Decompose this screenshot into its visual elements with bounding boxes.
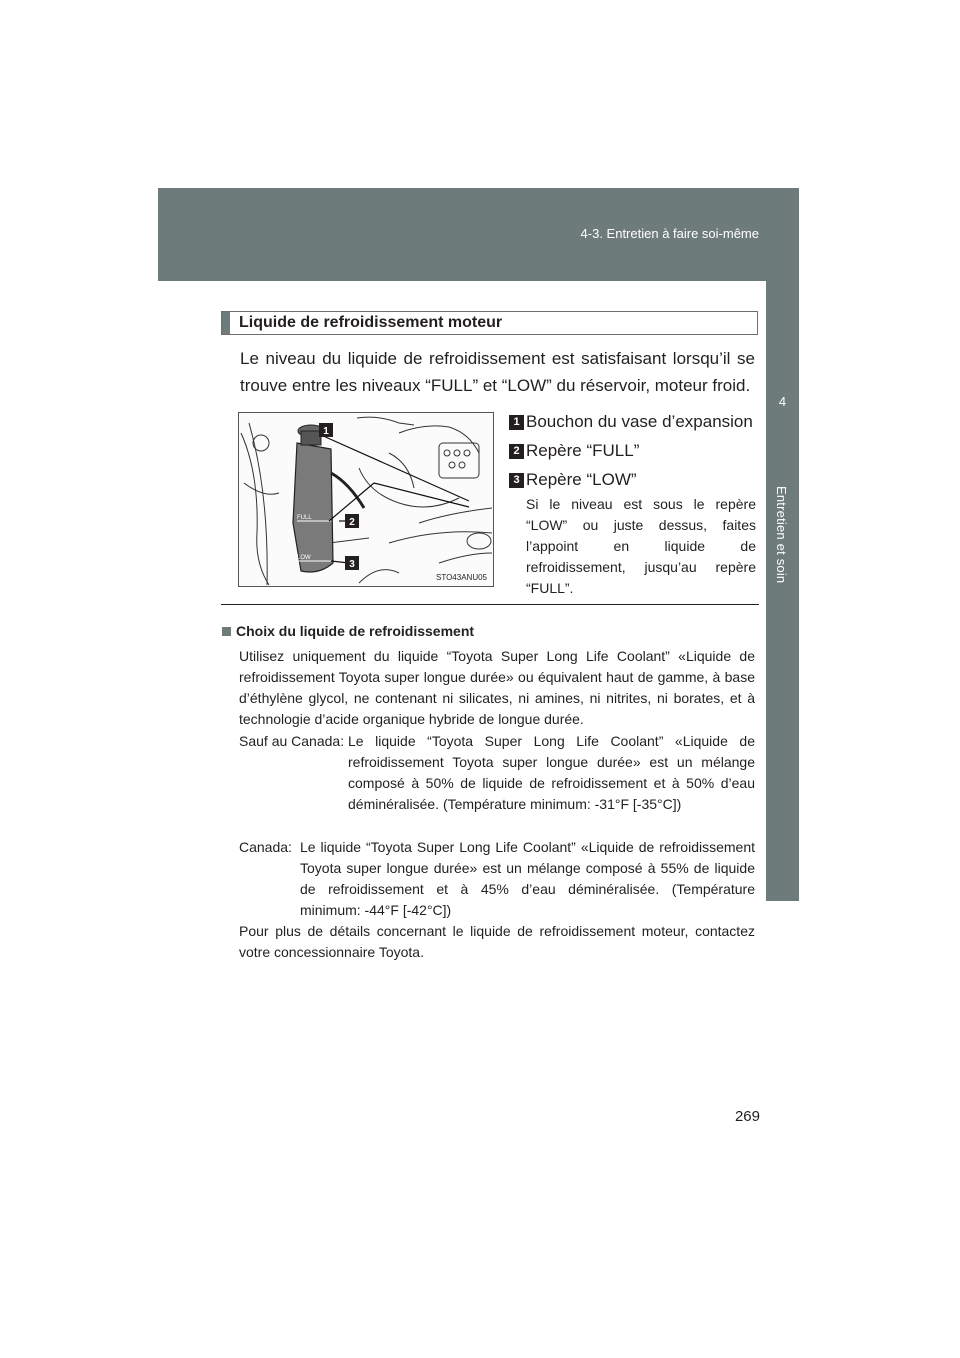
callout-item-2 xyxy=(509,437,757,465)
coolant-choice-title: Choix du liquide de refroidissement xyxy=(236,623,475,639)
heading-square-icon xyxy=(222,627,231,636)
section-heading xyxy=(221,311,758,335)
chapter-number: 4 xyxy=(778,394,787,409)
divider xyxy=(221,604,759,605)
heading-accent-bar xyxy=(222,312,230,334)
except-canada-label: Sauf au Canada: xyxy=(239,733,345,749)
low-mark-label: LOW xyxy=(297,555,311,561)
callout-item-3 xyxy=(509,466,757,494)
callout-legend xyxy=(509,408,757,494)
callout-marker-2-number: 2 xyxy=(349,517,355,528)
callout-label-3: Repère “LOW” xyxy=(526,470,637,489)
canada-row xyxy=(239,837,755,921)
coolant-reservoir-illustration xyxy=(238,412,494,587)
figure-code: STO43ANU05 xyxy=(436,573,487,582)
callout-badge-3: 3 xyxy=(509,473,524,488)
except-canada-row xyxy=(239,731,755,815)
callout-badge-1: 1 xyxy=(509,415,524,430)
header-band xyxy=(158,188,799,281)
callout-marker-1-number: 1 xyxy=(323,426,329,437)
callout-item-1 xyxy=(509,408,757,436)
except-canada-text: Le liquide “Toyota Super Long Life Coolant” «Liquide de refroidissement Toyota super longue durée» est un mélange composé à 50% de liquide de refroidissement et à 50% d’eau déminéralisée. (Température minimum: -31°F [-35°C]) xyxy=(348,733,755,812)
page-number: 269 xyxy=(734,1108,760,1125)
chapter-title: Entretien et soin xyxy=(774,486,789,584)
refill-note: Si le niveau est sous le repère “LOW” ou juste dessus, faites l’appoint en liquide de refroidissement, jusqu’au repère “FULL”. xyxy=(526,496,756,596)
chapter-side-tab[interactable] xyxy=(766,281,799,901)
callout-label-2: Repère “FULL” xyxy=(526,441,640,460)
engine-bay-drawing xyxy=(239,413,493,586)
callout-marker-3-number: 3 xyxy=(349,559,355,570)
callout-label-1: Bouchon du vase d’expansion xyxy=(526,412,753,431)
callout-badge-2: 2 xyxy=(509,444,524,459)
closing-paragraph: Pour plus de détails concernant le liquide de refroidissement moteur, contactez votre concessionnaire Toyota. xyxy=(239,923,755,960)
coolant-choice-heading xyxy=(222,623,474,639)
canada-text: Le liquide “Toyota Super Long Life Coolant” «Liquide de refroidissement Toyota super longue durée» est un mélange composé à 55% de liquide de refroidissement et à 45% d’eau déminéralisée. (Température minimum: -44°F [-42°C]) xyxy=(300,839,755,918)
full-mark-label: FULL xyxy=(297,515,312,521)
section-title: Liquide de refroidissement moteur xyxy=(239,314,503,331)
section-breadcrumb: 4-3. Entretien à faire soi-même xyxy=(580,226,759,241)
coolant-choice-paragraph: Utilisez uniquement du liquide “Toyota Super Long Life Coolant” «Liquide de refroidissement Toyota super longue durée» ou équivalent haut de gamme, à base d’éthylène glycol, ne contenant ni silicates, ni amines, ni nitrites, ni borates, et à technologie d’acide organique hybride de longue durée. xyxy=(239,648,755,727)
intro-paragraph: Le niveau du liquide de refroidissement est satisfaisant lorsqu’il se trouve entre les niveaux “FULL” et “LOW” du réservoir, moteur froid. xyxy=(240,349,755,395)
canada-label: Canada: xyxy=(239,839,292,855)
